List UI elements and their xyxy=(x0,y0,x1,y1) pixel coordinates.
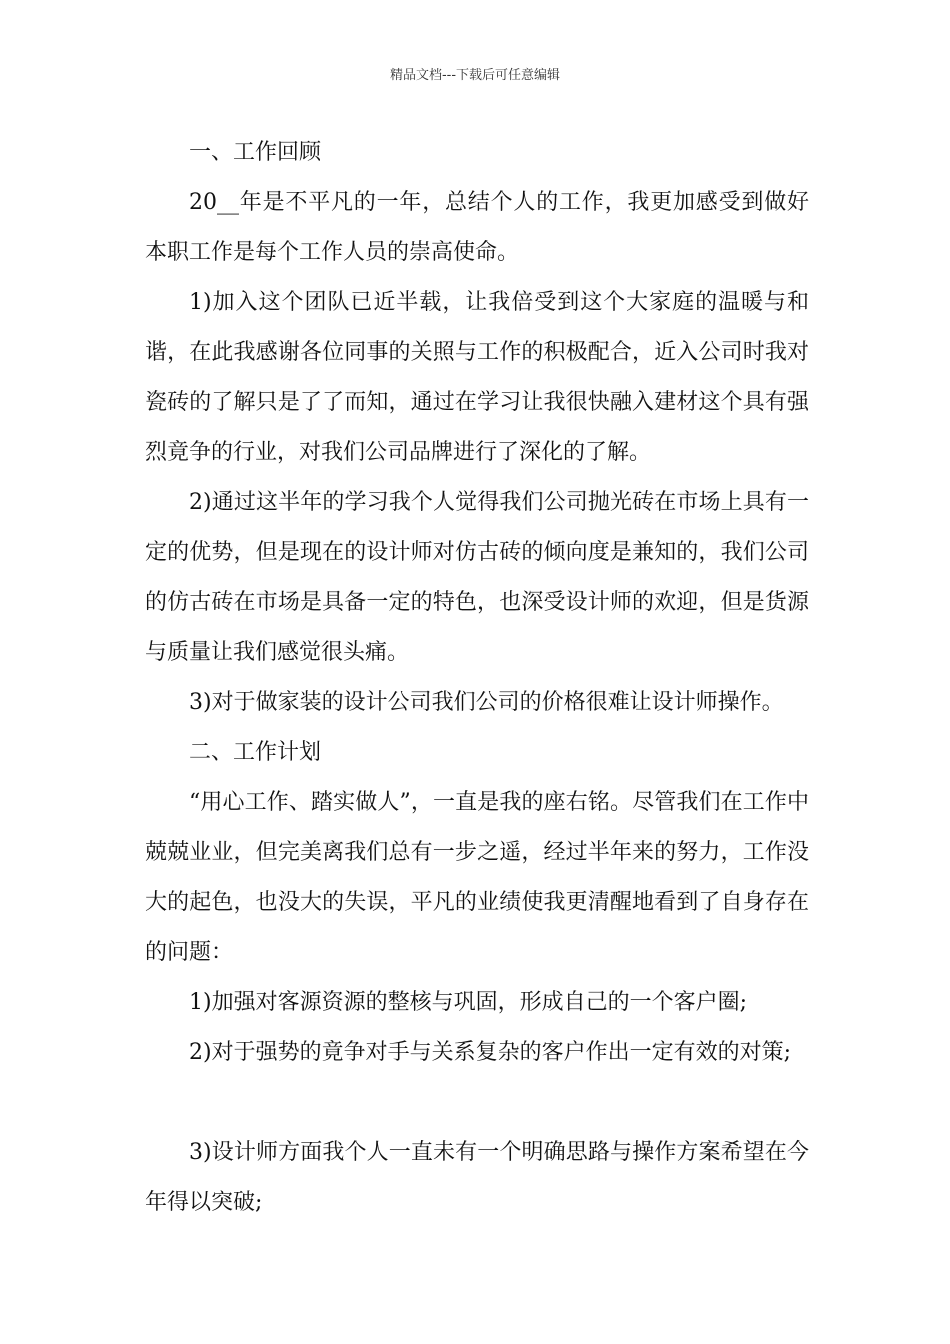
paragraph-plan-item-3: 3)设计师方面我个人一直未有一个明确思路与操作方案希望在今年得以突破; xyxy=(145,1140,809,1215)
paragraph-review-item-1: 1)加入这个团队已近半载，让我倍受到这个大家庭的温暖与和谐，在此我感谢各位同事的关照与工作的积极配合，近入公司时我对瓷砖的了解只是了了而知，通过在学习让我很快融入建材这个具有强烈竟争的行业，对我们公司品牌进行了深化的了解。 xyxy=(145,290,809,465)
paragraph-plan-item-2: 2)对于强势的竟争对手与关系复杂的客户作出一定有效的对策; xyxy=(189,1040,791,1065)
section-heading-plan: 二、工作计划 xyxy=(189,740,322,765)
document-body xyxy=(145,128,809,1228)
page-header: 精品文档---下载后可任意编辑 xyxy=(389,68,561,83)
paragraph-motto: “用心工作、踏实做人”，一直是我的座右铭。尽管我们在工作中兢兢业业，但完美离我们总有一步之遥，经过半年来的努力，工作没大的起色，也没大的失误，平凡的业绩使我更清醒地看到了自身存在的问题： xyxy=(145,790,809,965)
section-heading-review: 一、工作回顾 xyxy=(189,140,322,165)
blank-gap xyxy=(145,1078,809,1128)
paragraph-intro: 20__年是不平凡的一年，总结个人的工作，我更加感受到做好本职工作是每个工作人员的崇高使命。 xyxy=(145,190,809,265)
paragraph-review-item-3: 3)对于做家装的设计公司我们公司的价格很难让设计师操作。 xyxy=(189,690,784,715)
paragraph-plan-item-1: 1)加强对客源资源的整核与巩固，形成自己的一个客户圈; xyxy=(189,990,747,1015)
paragraph-review-item-2: 2)通过这半年的学习我个人觉得我们公司抛光砖在市场上具有一定的优势，但是现在的设计师对仿古砖的倾向度是兼知的，我们公司的仿古砖在市场是具备一定的特色，也深受设计师的欢迎，但是货源与质量让我们感觉很头痛。 xyxy=(145,490,809,665)
